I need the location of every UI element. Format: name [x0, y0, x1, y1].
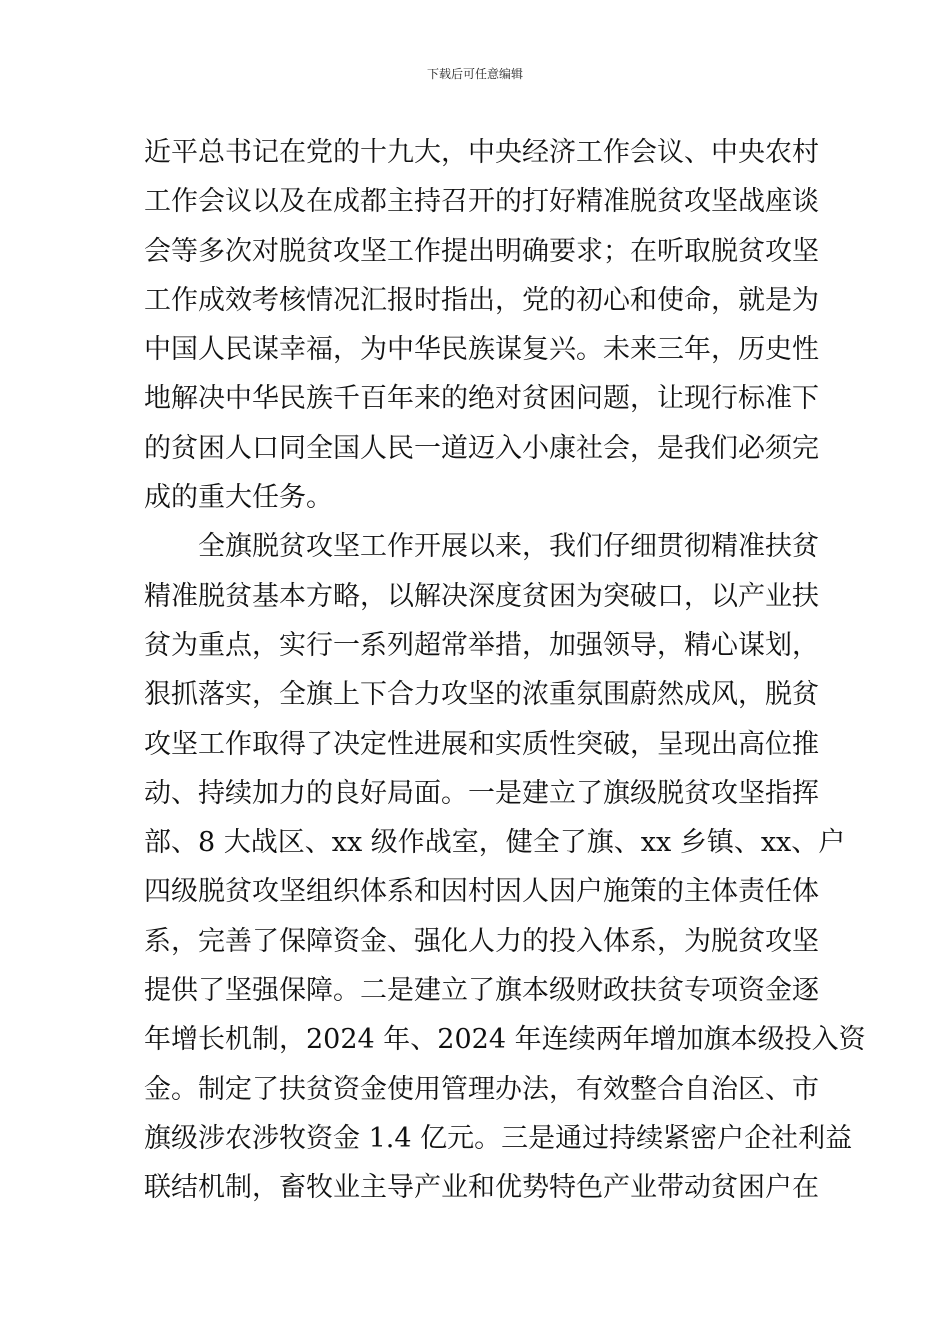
text-line: 贫为重点，实行一系列超常举措，加强领导，精心谋划， — [144, 629, 819, 661]
page-header: 下载后可任意编辑 — [426, 67, 523, 81]
text-line: 年增长机制，2024 年、2024 年连续两年增加旗本级投入资 — [144, 1024, 866, 1056]
text-line: 工作成效考核情况汇报时指出，党的初心和使命，就是为 — [144, 284, 819, 316]
text-line: 精准脱贫基本方略，以解决深度贫困为突破口，以产业扶 — [144, 580, 819, 612]
text-line: 动、持续加力的良好局面。一是建立了旗级脱贫攻坚指挥 — [144, 777, 819, 809]
text-line: 成的重大任务。 — [144, 482, 333, 514]
text-line: 四级脱贫攻坚组织体系和因村因人因户施策的主体责任体 — [144, 876, 819, 908]
text-line: 地解决中华民族千百年来的绝对贫困问题，让现行标准下 — [144, 383, 819, 415]
paragraph-2 — [144, 522, 866, 1212]
text-line: 的贫困人口同全国人民一道迈入小康社会，是我们必须完 — [144, 432, 819, 464]
text-line: 部、8 大战区、xx 级作战室，健全了旗、xx 乡镇、xx、户 — [144, 827, 846, 859]
document-body — [144, 128, 866, 1213]
text-line: 系，完善了保障资金、强化人力的投入体系，为脱贫攻坚 — [144, 925, 819, 957]
text-line: 攻坚工作取得了决定性进展和实质性突破，呈现出高位推 — [144, 728, 819, 760]
text-line: 联结机制，畜牧业主导产业和优势特色产业带动贫困户在 — [144, 1172, 819, 1204]
text-line: 全旗脱贫攻坚工作开展以来，我们仔细贯彻精准扶贫 — [198, 531, 819, 563]
paragraph-1 — [144, 128, 819, 522]
text-line: 会等多次对脱贫攻坚工作提出明确要求；在听取脱贫攻坚 — [144, 235, 819, 267]
text-line: 旗级涉农涉牧资金 1.4 亿元。三是通过持续紧密户企社利益 — [144, 1122, 853, 1154]
text-line: 狠抓落实，全旗上下合力攻坚的浓重氛围蔚然成风，脱贫 — [144, 679, 819, 711]
text-line: 工作会议以及在成都主持召开的打好精准脱贫攻坚战座谈 — [144, 186, 819, 218]
text-line: 近平总书记在党的十九大，中央经济工作会议、中央农村 — [144, 137, 819, 168]
text-line: 中国人民谋幸福，为中华民族谋复兴。未来三年，历史性 — [144, 334, 819, 366]
text-line: 提供了坚强保障。二是建立了旗本级财政扶贫专项资金逐 — [144, 975, 819, 1007]
text-line: 金。制定了扶贫资金使用管理办法，有效整合自治区、市 — [144, 1073, 819, 1105]
